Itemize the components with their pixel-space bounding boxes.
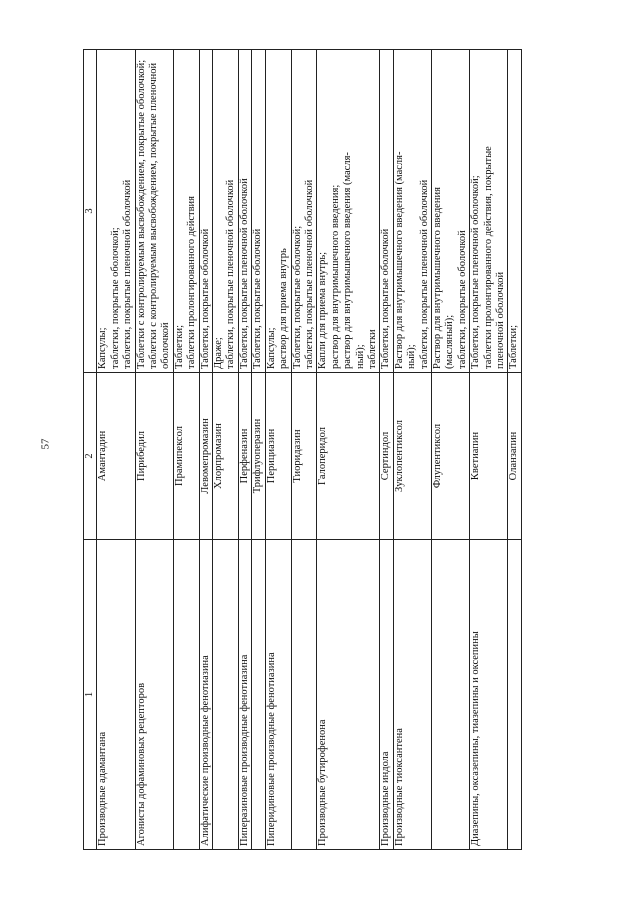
dosage-form-line: Таблетки, покрытые пленочной оболочкой bbox=[238, 178, 250, 369]
drug-name-cell: Оланзапин bbox=[508, 373, 521, 540]
table-row bbox=[173, 50, 199, 850]
table-row bbox=[508, 50, 521, 850]
group-cell: Пиперазиновые производные фенотиазина bbox=[238, 540, 251, 850]
group-cell bbox=[213, 540, 239, 850]
dosage-form-cell bbox=[291, 50, 317, 373]
group-cell bbox=[291, 540, 317, 850]
dosage-form-line: раствор для внутримышечного введения; bbox=[329, 184, 341, 369]
drug-name-cell: Прамипексол bbox=[173, 373, 199, 540]
drug-table bbox=[83, 49, 522, 850]
dosage-form-line: Раствор для внутримышечного введения bbox=[431, 187, 443, 369]
table-row bbox=[97, 50, 135, 850]
dosage-form-line: ный); bbox=[406, 344, 418, 369]
table-row bbox=[393, 50, 431, 850]
group-cell bbox=[508, 540, 521, 850]
group-cell bbox=[431, 540, 469, 850]
table-row bbox=[431, 50, 469, 850]
dosage-form-cell bbox=[173, 50, 199, 373]
dosage-form-line: таблетки с контролируемым высвобождением, покрытые пленочной оболочкой bbox=[148, 62, 172, 369]
group-cell: Диазепины, оксазепины, тиазепины и оксепины bbox=[470, 540, 508, 850]
drug-name-cell: Сертиндол bbox=[380, 373, 393, 540]
table-row bbox=[380, 50, 393, 850]
drug-name-cell: Хлорпромазин bbox=[213, 373, 239, 540]
dosage-form-line: Капли для приема внутрь; bbox=[317, 251, 329, 369]
drug-name-cell: Тиоридазин bbox=[291, 373, 317, 540]
dosage-form-cell bbox=[380, 50, 393, 373]
table-row bbox=[470, 50, 508, 850]
table-row bbox=[317, 50, 380, 850]
dosage-form-cell bbox=[393, 50, 431, 373]
group-cell: Пиперидиновые производные фенотиазина bbox=[265, 540, 291, 850]
table-row bbox=[252, 50, 265, 850]
table-row bbox=[199, 50, 212, 850]
dosage-form-cell bbox=[252, 50, 265, 373]
dosage-form-line: таблетки, покрытые оболочкой; bbox=[109, 227, 121, 369]
dosage-form-line: таблетки, покрытые пленочной оболочкой bbox=[122, 179, 134, 369]
drug-name-cell: Левомепромазин bbox=[199, 373, 212, 540]
drug-name-cell: Трифлуоперазин bbox=[252, 373, 265, 540]
dosage-form-line: таблетки пролонгированного действия, покрытые bbox=[482, 146, 494, 369]
dosage-form-cell bbox=[431, 50, 469, 373]
header-row bbox=[84, 50, 97, 850]
dosage-form-line: Таблетки с контролируемым высвобождением, покрытые оболочкой; bbox=[135, 59, 147, 369]
dosage-form-line: Таблетки, покрытые пленочной оболочкой; bbox=[470, 175, 482, 369]
group-cell: Производные тиоксантена bbox=[393, 540, 431, 850]
dosage-form-cell bbox=[470, 50, 508, 373]
group-cell: Агонисты дофаминовых рецепторов bbox=[135, 540, 173, 850]
dosage-form-line: таблетки, покрытые пленочной оболочкой bbox=[418, 179, 430, 369]
dosage-form-line: раствор для внутримышечного введения (масля- bbox=[342, 152, 354, 369]
dosage-form-line: Капсулы; bbox=[265, 327, 277, 369]
rotated-page bbox=[83, 50, 628, 850]
group-cell bbox=[173, 540, 199, 850]
group-cell bbox=[252, 540, 265, 850]
dosage-form-line: таблетки, покрытые пленочной оболочкой bbox=[225, 179, 237, 369]
dosage-form-line: таблетки пролонгированного действия bbox=[186, 196, 198, 369]
group-cell: Производные бутирофенона bbox=[317, 540, 380, 850]
dosage-form-line: Таблетки, покрытые оболочкой bbox=[252, 228, 264, 369]
page-number: 57 bbox=[39, 438, 52, 450]
table-row bbox=[265, 50, 291, 850]
dosage-form-cell bbox=[238, 50, 251, 373]
group-cell: Производные индола bbox=[380, 540, 393, 850]
dosage-form-line: Таблетки; bbox=[508, 324, 520, 369]
dosage-form-line: пленочной оболочкой bbox=[495, 271, 506, 369]
group-cell: Алифатические производные фенотиазина bbox=[199, 540, 212, 850]
table-body bbox=[97, 50, 521, 850]
dosage-form-cell bbox=[265, 50, 291, 373]
drug-name-cell: Пирибедил bbox=[135, 373, 173, 540]
dosage-form-line: Таблетки; bbox=[173, 324, 185, 369]
dosage-form-line: (масляный); bbox=[444, 314, 456, 369]
header-col-1: 1 bbox=[84, 540, 97, 850]
table-row bbox=[291, 50, 317, 850]
dosage-form-cell bbox=[199, 50, 212, 373]
drug-name-cell: Перфеназин bbox=[238, 373, 251, 540]
table-row bbox=[238, 50, 251, 850]
dosage-form-cell bbox=[317, 50, 380, 373]
drug-name-cell: Перициазин bbox=[265, 373, 291, 540]
dosage-form-cell bbox=[213, 50, 239, 373]
table-row bbox=[135, 50, 173, 850]
dosage-form-cell bbox=[97, 50, 135, 373]
drug-name-cell: Кветиапин bbox=[470, 373, 508, 540]
dosage-form-line: Таблетки, покрытые оболочкой bbox=[380, 228, 392, 369]
drug-name-cell: Зуклопентиксол bbox=[393, 373, 431, 540]
dosage-form-line: Таблетки, покрытые оболочкой; bbox=[291, 225, 303, 369]
dosage-form-line: таблетки, покрытые оболочкой bbox=[456, 230, 468, 369]
dosage-form-line: ный); bbox=[354, 344, 366, 369]
drug-name-cell: Флупентиксол bbox=[431, 373, 469, 540]
dosage-form-cell bbox=[135, 50, 173, 373]
dosage-form-line: Таблетки, покрытые оболочкой bbox=[199, 228, 211, 369]
dosage-form-line: раствор для приема внутрь bbox=[278, 248, 290, 369]
dosage-form-line: Капсулы; bbox=[97, 327, 109, 369]
dosage-form-line: таблетки bbox=[366, 329, 378, 369]
dosage-form-line: Раствор для внутримышечного введения (масля- bbox=[393, 151, 405, 369]
drug-name-cell: Амантадин bbox=[97, 373, 135, 540]
header-col-2: 2 bbox=[84, 373, 97, 540]
drug-name-cell: Галоперидол bbox=[317, 373, 380, 540]
header-col-3: 3 bbox=[84, 50, 97, 373]
dosage-form-line: таблетки, покрытые пленочной оболочкой bbox=[303, 179, 315, 369]
table-row bbox=[213, 50, 239, 850]
dosage-form-line: Драже; bbox=[213, 337, 225, 369]
dosage-form-cell bbox=[508, 50, 521, 373]
group-cell: Производные адамантана bbox=[97, 540, 135, 850]
